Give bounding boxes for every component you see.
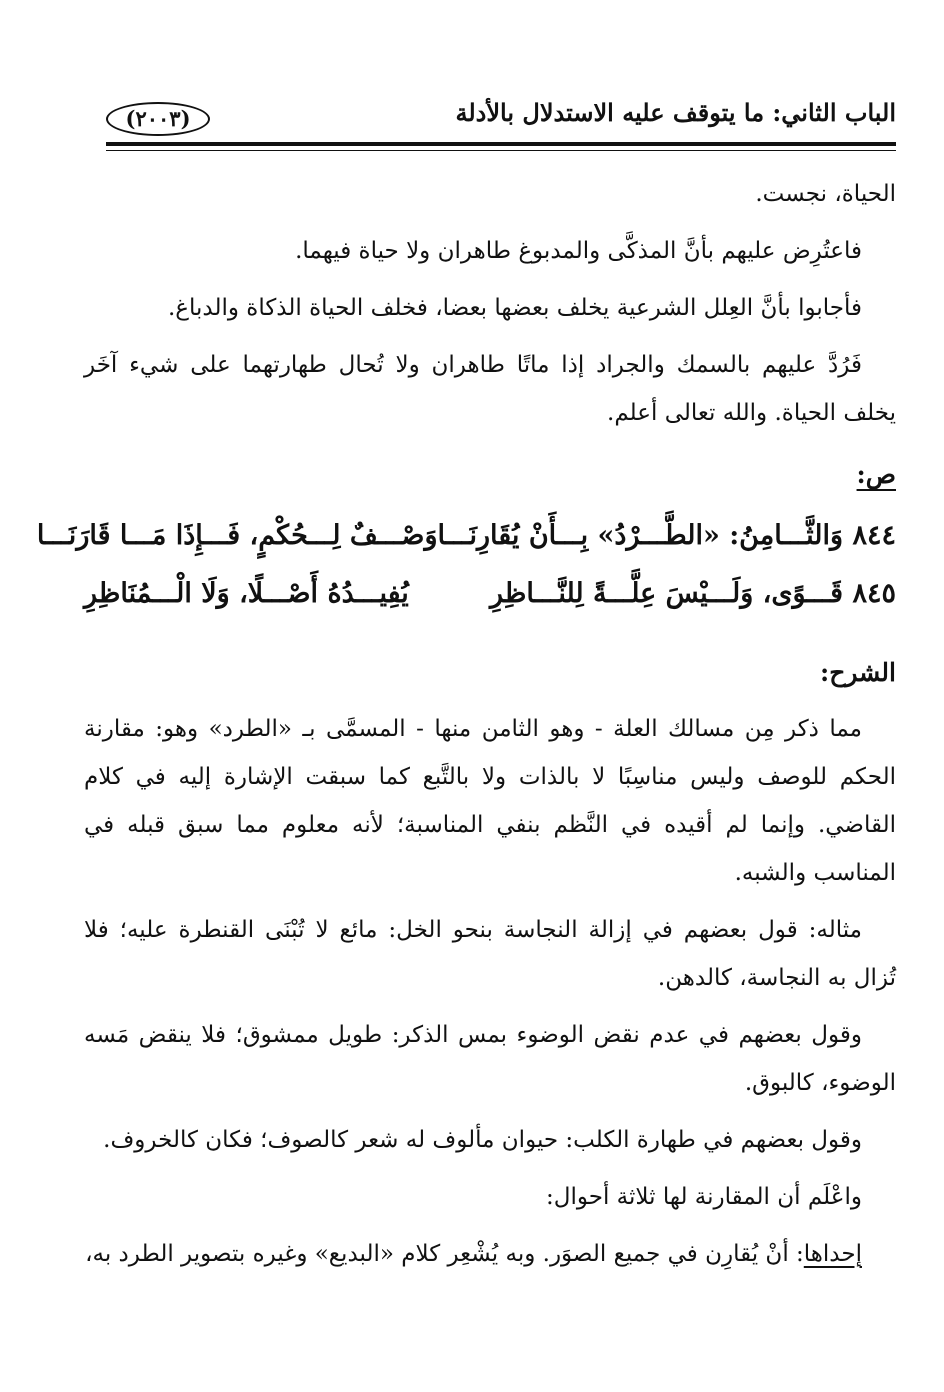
sharh-paragraph-5: واعْلَم أن المقارنة لها ثلاثة أحوال: [546,1184,862,1210]
verse-845-second-hemistich: يُفِيـــدُهُ أَصْـــلًا، وَلَا الْـــمُنَاظِرِ [84,578,409,609]
verse-844-second-hemistich: وَصْـــفٌ لِـــحُكْمٍ، فَـــإِذَا مَـــا قَارَنَـــا [36,520,438,551]
intro-paragraph-4: فَرُدَّ عليهم بالسمك والجراد إذا ماتًا طاهران ولا تُحال طهارتهما على شيء آخَر يخلف الحياة. والله تعالى أعلم. [84,352,896,426]
running-header [106,98,896,142]
sharh-paragraph-1: مما ذكر مِن مسالك العلة - وهو الثامن منها - المسمَّى بـ «الطرد» وهو: مقارنة الحكم للوصف وليس مناسِبًا لا بالذات ولا بالتَّبع كما سبقت الإشارة إليه في كلام القاضي. وإنما لم أقيده في النَّظم بنفي المناسبة؛ لأنه معلوم مما سبق قبله في المناسب والشبه. [84,716,896,886]
intro-paragraph-3: فأجابوا بأنَّ العِلل الشرعية يخلف بعضها بعضا، فخلف الحياة الذكاة والدباغ. [167,295,862,321]
header-rule-thick [106,142,896,146]
verse-845 [84,565,896,623]
sharh-paragraph-6 [84,1230,896,1278]
matn-label: ص: [856,460,896,489]
verse-845-first-hemistich: ٨٤٥ قَـــوًى، وَلَـــيْسَ عِلَّـــةً لِلنَّـــاظِرِ [489,578,896,609]
sharh-paragraph-3: وقول بعضهم في عدم نقض الوضوء بمس الذكر: طويل ممشوق؛ فلا ينقض مَسه الوضوء، كالبوق. [84,1022,896,1096]
sharh-paragraph-4: وقول بعضهم في طهارة الكلب: حيوان مألوف له شعر كالصوف؛ فكان كالخروف. [103,1127,862,1153]
chapter-title: الباب الثاني: ما يتوقف عليه الاستدلال بالأدلة [455,98,896,127]
case-one-text: : أنْ يُقارِن في جميع الصوَر. وبه يُشْعِر كلام «البديع» وغيره بتصوير الطرد به، [85,1241,804,1267]
case-one-label: إحداها [803,1241,862,1267]
sharh-paragraph-2: مثاله: قول بعضهم في إزالة النجاسة بنحو الخل: مائع لا تُبْنَى القنطرة عليه؛ فلا تُزال به النجاسة، كالدهن. [84,917,896,991]
verse-844 [36,507,896,565]
intro-paragraph-1: الحياة، نجست. [755,181,896,207]
body-text [36,170,896,1287]
intro-paragraph-2: فاعتُرِض عليهم بأنَّ المذكَّى والمدبوغ طاهران ولا حياة فيهما. [295,238,862,264]
page-number: (٢٠٠٣) [106,102,210,136]
sharh-label: الشرح: [819,658,896,687]
header-rule-thin [106,150,896,151]
verse-block [36,507,896,623]
verse-844-first-hemistich: ٨٤٤ وَالثَّـــامِنُ: «الطَّـــرْدُ» بِـــأَنْ يُقَارِنَـــا [437,520,896,551]
